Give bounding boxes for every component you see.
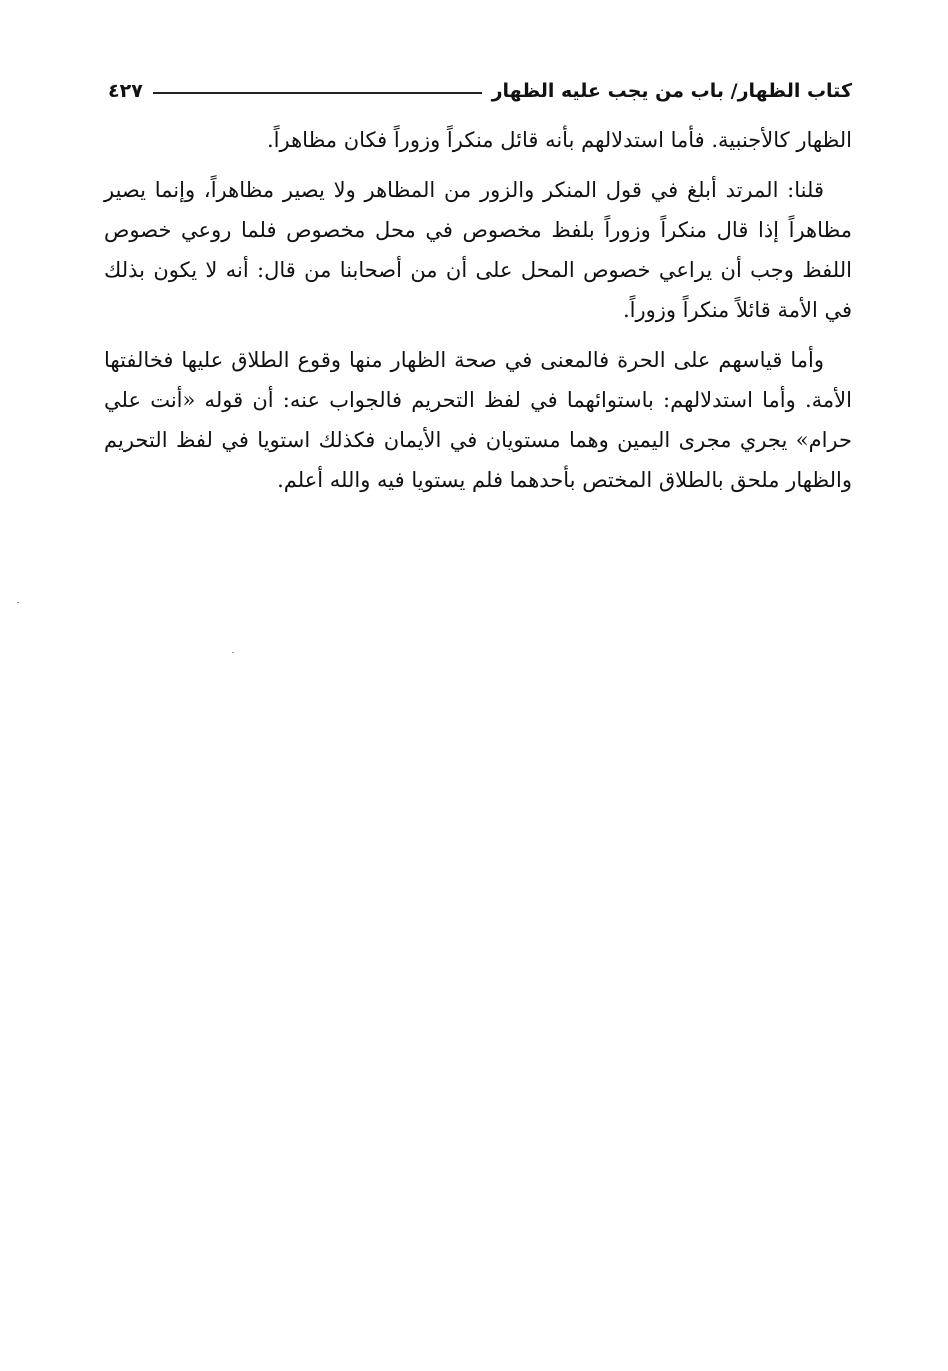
paragraph-1: الظهار كالأجنبية. فأما استدلالهم بأنه قائل منكراً وزوراً فكان مظاهراً. (267, 128, 852, 152)
header-rule (153, 92, 482, 94)
chapter-title: كتاب الظهار/ باب من يجب عليه الظهار (491, 80, 852, 102)
paragraph-3: وأما قياسهم على الحرة فالمعنى في صحة الظهار منها وقوع الطلاق عليها فخالفتها الأمة. وأما استدلالهم: باستوائهما في لفظ التحريم فالجواب عنه: أن قوله «أنت علي حرام» يجري مجرى اليمين وهما مستويان في الأيمان فكذلك استويا في لفظ التحريم والظهار ملحق بالطلاق المختص بأحدهما فلم يستويا فيه والله أعلم. (104, 348, 852, 492)
scan-speck (17, 602, 19, 603)
scan-speck (232, 652, 234, 653)
running-header (108, 74, 852, 108)
paragraph-2: قلنا: المرتد أبلغ في قول المنكر والزور من المظاهر ولا يصير مظاهراً، وإنما يصير مظاهراً إذا قال منكراً وزوراً بلفظ مخصوص في محل مخصوص فلما روعي خصوص اللفظ وجب أن يراعي خصوص المحل على أن من أصحابنا من قال: أنه لا يكون بذلك في الأمة قائلاً منكراً وزوراً. (104, 178, 852, 322)
page-number: ٤٢٧ (108, 80, 143, 102)
body-text (104, 120, 852, 500)
